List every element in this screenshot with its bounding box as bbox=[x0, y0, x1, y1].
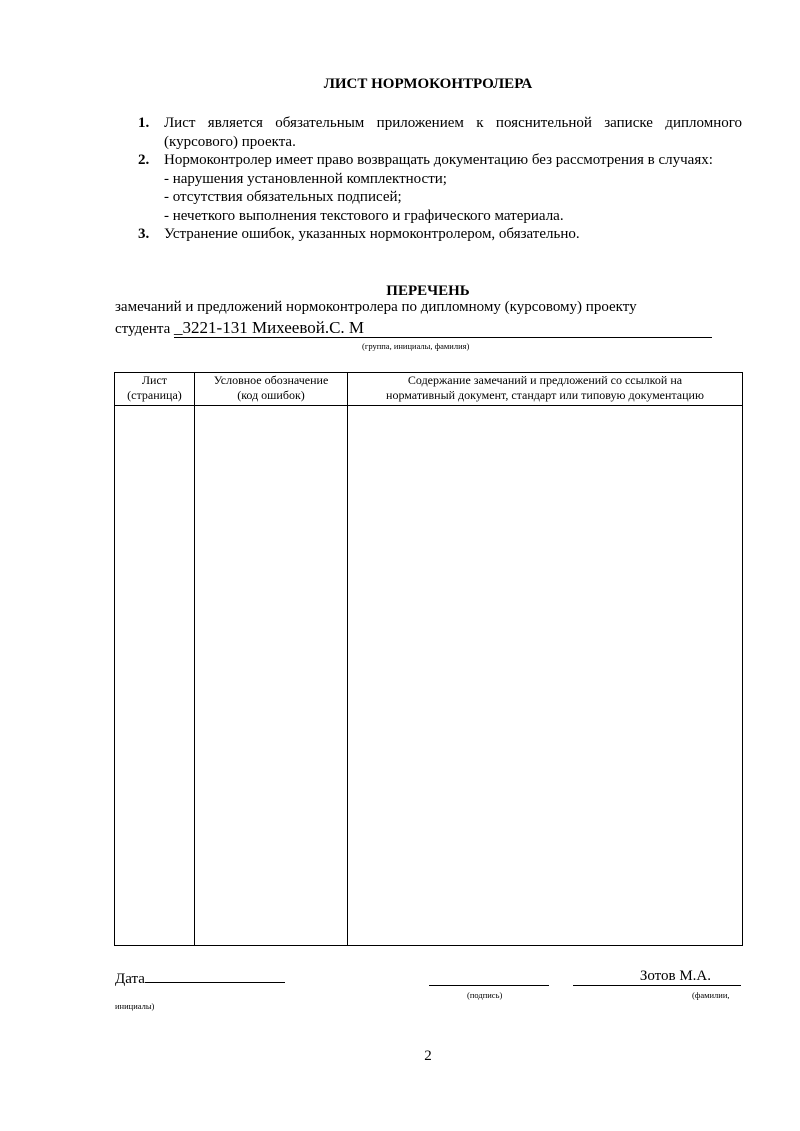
rule-item-3 bbox=[138, 225, 742, 244]
header-line: (код ошибок) bbox=[237, 388, 305, 402]
cell-page[interactable] bbox=[115, 406, 195, 946]
rule-subitem: - нечеткого выполнения текстового и графического материала. bbox=[164, 207, 564, 224]
cell-content[interactable] bbox=[348, 406, 743, 946]
rule-number: 3. bbox=[138, 226, 150, 242]
remarks-table bbox=[114, 372, 743, 946]
student-value: _3221-131 Михеевой.С. М bbox=[174, 319, 712, 338]
rule-number: 2. bbox=[138, 152, 150, 168]
col-header-code bbox=[195, 373, 348, 406]
name-caption: (фамилии, bbox=[692, 990, 730, 1000]
student-caption: (группа, инициалы, фамилия) bbox=[362, 341, 470, 351]
header-line: Содержание замечаний и предложений со ссылкой на bbox=[407, 373, 683, 387]
date-field bbox=[115, 968, 285, 988]
cell-code[interactable] bbox=[195, 406, 348, 946]
rule-text: Устранение ошибок, указанных нормоконтролером, обязательно. bbox=[164, 226, 580, 242]
section-title: ПЕРЕЧЕНЬ bbox=[386, 283, 470, 299]
rule-item-2 bbox=[138, 151, 742, 170]
initials-caption: инициалы) bbox=[115, 1001, 155, 1011]
date-line[interactable] bbox=[145, 968, 285, 983]
signature-line[interactable] bbox=[429, 985, 549, 986]
header-line: (страница) bbox=[127, 388, 182, 402]
table-body-row bbox=[115, 406, 743, 946]
signature-caption: (подпись) bbox=[467, 990, 503, 1000]
inspector-name: Зотов М.А. bbox=[573, 968, 741, 986]
col-header-page bbox=[115, 373, 195, 406]
rules-list bbox=[138, 114, 742, 244]
student-line bbox=[115, 319, 725, 338]
header-line: нормативный документ, стандарт или типовую документацию bbox=[386, 388, 704, 402]
page-number: 2 bbox=[424, 1048, 432, 1064]
rule-item-1 bbox=[138, 114, 742, 151]
student-label: студента bbox=[115, 321, 171, 337]
date-label: Дата bbox=[115, 971, 145, 987]
header-line: Лист bbox=[141, 373, 168, 387]
rule-text: Лист является обязательным приложением к пояснительной записке дипломного (курсового) проекта. bbox=[164, 115, 742, 150]
header-line: Условное обозначение bbox=[213, 373, 329, 387]
section-description: замечаний и предложений нормоконтролера по дипломному (курсовому) проекту bbox=[115, 299, 637, 315]
rule-text: Нормоконтролер имеет право возвращать документацию без рассмотрения в случаях: bbox=[164, 152, 713, 168]
rule-subitem: - отсутствия обязательных подписей; bbox=[164, 189, 402, 205]
table-header-row bbox=[115, 373, 743, 406]
col-header-content bbox=[348, 373, 743, 406]
rule-subitem: - нарушения установленной комплектности; bbox=[164, 170, 447, 187]
rule-number: 1. bbox=[138, 115, 150, 131]
page-title: ЛИСТ НОРМОКОНТРОЛЕРА bbox=[323, 76, 533, 92]
